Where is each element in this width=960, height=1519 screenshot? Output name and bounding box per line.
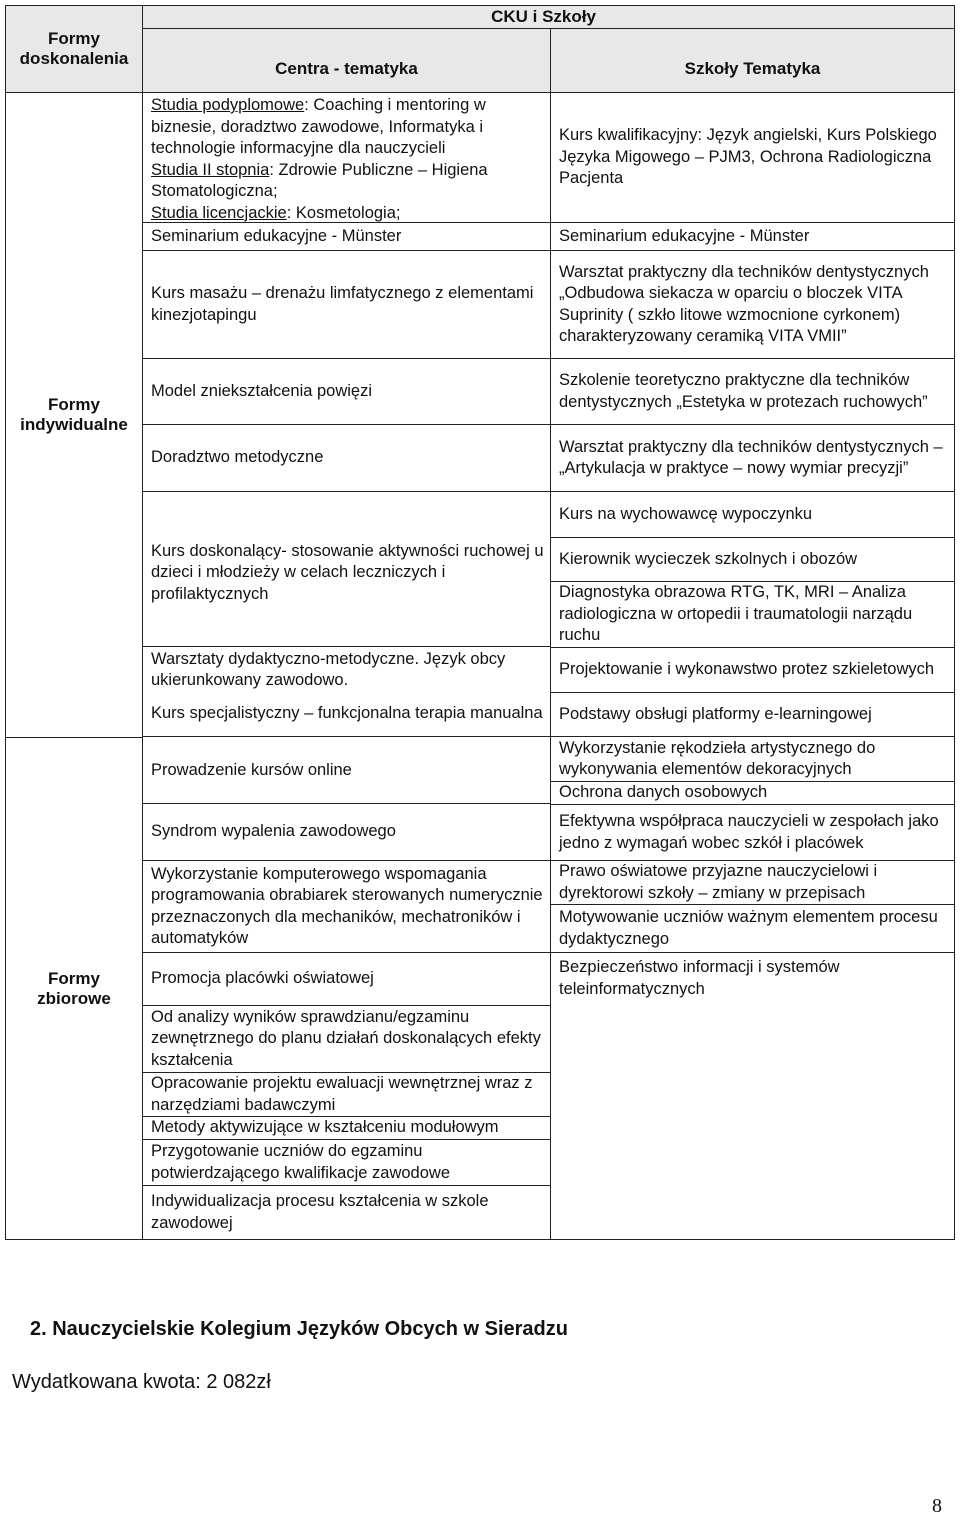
center-cnc-text: Wykorzystanie komputerowego wspomagania programowania obrabiarek sterowanych numerycznie przeznaczonych dla mechaników, mechatroników i automatyków (151, 864, 543, 947)
center-seminar (143, 223, 550, 251)
center-online-courses (143, 738, 550, 804)
center-manual-therapy (143, 692, 550, 737)
center-exam-prep-text: Przygotowanie uczniów do egzaminu potwierdzającego kwalifikacje zawodowe (151, 1142, 450, 1182)
spent-amount: Wydatkowana kwota: 2 082zł (12, 1371, 271, 1393)
center-activity-course (143, 492, 550, 647)
school-handicraft-text: Wykorzystanie rękodzieła artystycznego do wykonywania elementów dekoracyjnych (559, 738, 876, 778)
row-label-group (5, 737, 143, 1240)
center-seminar-text: Seminarium edukacyjne - Münster (151, 226, 402, 245)
school-camp-educator-text: Kurs na wychowawcę wypoczynku (559, 504, 813, 523)
school-seminar-text: Seminarium edukacyjne - Münster (559, 226, 810, 245)
page-number: 8 (932, 1495, 942, 1517)
school-trip-leader (551, 538, 954, 582)
school-dental-workshop-1-text: Warsztat praktyczny dla techników dentystycznych „Odbudowa siekacza w oparciu o bloczek VITA Suprinity ( szkło litowe wzmocnione cyrkonem) charakteryzowany ceramiką VITA VMII” (559, 262, 929, 345)
school-dental-workshop-2-text: Warsztat praktyczny dla techników dentystycznych – „Artykulacja w praktyce – nowy wymiar precyzji” (559, 437, 943, 477)
school-radiology (551, 582, 954, 648)
school-elearning-text: Podstawy obsługi platformy e-learningowej (559, 704, 872, 723)
header-centers-label: Centra - tematyka (275, 58, 418, 78)
center-promotion (143, 953, 550, 1006)
school-data-protection-text: Ochrona danych osobowych (559, 783, 768, 802)
center-burnout (143, 804, 550, 861)
center-activity-course-text: Kurs doskonalący- stosowanie aktywności ruchowej u dzieci i młodzieży w celach leczniczych i profilaktycznych (151, 541, 544, 603)
school-dental-workshop-1 (551, 251, 954, 359)
school-education-law (551, 861, 954, 905)
school-qualification (551, 93, 954, 223)
center-individualization (143, 1186, 550, 1239)
center-evaluation (143, 1073, 550, 1117)
center-massage-text: Kurs masażu – drenażu limfatycznego z elementami kinezjotapingu (151, 284, 534, 324)
school-motivation (551, 905, 954, 953)
header-forms (5, 5, 143, 93)
school-camp-educator (551, 492, 954, 538)
center-studies-postgrad (151, 95, 546, 160)
center-active-methods (143, 1117, 550, 1140)
center-studies-masters (151, 160, 546, 203)
school-data-protection (551, 782, 954, 805)
row-label-group-text: Formy zbiorowe (37, 968, 111, 1008)
postgrad-link-label: Studia podyplomowe (151, 96, 305, 114)
header-forms-label: Formy doskonalenia (19, 29, 129, 68)
school-qualification-text: Kurs kwalifikacyjny: Język angielski, Kurs Polskiego Języka Migowego – PJM3, Ochrona Radiologiczna Pacjenta (559, 126, 937, 188)
school-infosec-text: Bezpieczeństwo informacji i systemów teleinformatycznych (559, 958, 840, 998)
row-label-individual-text: Formy indywidualne (20, 395, 128, 434)
center-online-courses-text: Prowadzenie kursów online (151, 760, 352, 779)
school-dental-training (551, 359, 954, 425)
header-group (142, 5, 955, 29)
header-schools-label: Szkoły Tematyka (684, 58, 821, 78)
bachelor-text: : Kosmetologia; (286, 203, 401, 222)
header-group-label: CKU i Szkoły (491, 7, 596, 26)
center-methodology-text: Doradztwo metodyczne (151, 448, 324, 467)
center-exam-prep (143, 1140, 550, 1186)
school-teamwork-text: Efektywna współpraca nauczycieli w zespołach jako jedno z wymagań wobec szkół i placówek (559, 812, 939, 852)
school-prosthetics-text: Projektowanie i wykonawstwo protez szkieletowych (559, 660, 935, 679)
bachelor-link-label: Studia licencjackie (151, 203, 287, 222)
school-teamwork (551, 805, 954, 861)
school-dental-training-text: Szkolenie teoretyczno praktyczne dla techników dentystycznych „Estetyka w protezach ruchowych” (559, 371, 928, 411)
masters-text: : Zdrowie Publiczne – Higiena Stomatologiczna; (151, 160, 488, 200)
center-manual-therapy-text: Kurs specjalistyczny – funkcjonalna terapia manualna (151, 704, 543, 723)
center-fascia (143, 359, 550, 425)
postgrad-text: : Coaching i mentoring w biznesie, doradztwo zawodowe, Informatyka i technologie informacyjne dla nauczycieli (151, 96, 486, 157)
center-exam-analysis (143, 1006, 550, 1073)
center-methodology (143, 425, 550, 492)
school-handicraft (551, 737, 954, 782)
school-trip-leader-text: Kierownik wycieczek szkolnych i obozów (559, 549, 858, 568)
center-workshops (143, 648, 550, 692)
school-motivation-text: Motywowanie uczniów ważnym elementem procesu dydaktycznego (559, 908, 938, 948)
center-exam-analysis-text: Od analizy wyników sprawdzianu/egzaminu zewnętrznego do planu działań doskonalących efekty kształcenia (151, 1007, 541, 1069)
school-elearning (551, 693, 954, 737)
center-individualization-text: Indywidualizacja procesu kształcenia w szkole zawodowej (151, 1192, 489, 1232)
center-burnout-text: Syndrom wypalenia zawodowego (151, 822, 396, 841)
masters-link-label: Studia II stopnia (151, 160, 270, 179)
school-education-law-text: Prawo oświatowe przyjazne nauczycielowi i dyrektorowi szkoły – zmiany w przepisach (559, 862, 878, 902)
section-heading: 2. Nauczycielskie Kolegium Języków Obcych w Sieradzu (30, 1318, 568, 1340)
center-active-methods-text: Metody aktywizujące w kształceniu modułowym (151, 1118, 499, 1137)
center-evaluation-text: Opracowanie projektu ewaluacji wewnętrznej wraz z narzędziami badawczymi (151, 1074, 533, 1114)
row-label-individual (5, 92, 143, 738)
school-dental-workshop-2 (551, 425, 954, 492)
header-schools (550, 28, 955, 93)
center-studies-bachelor (151, 203, 546, 225)
header-centers (142, 28, 551, 93)
center-massage (143, 251, 550, 359)
center-studies (143, 93, 550, 223)
school-radiology-text: Diagnostyka obrazowa RTG, TK, MRI – Analiza radiologiczna w ortopedii i traumatologii narządu ruchu (559, 583, 913, 645)
center-workshops-text: Warsztaty dydaktyczno-metodyczne. Język obcy ukierunkowany zawodowo. (151, 649, 506, 689)
center-cnc (143, 861, 550, 953)
school-seminar (551, 223, 954, 251)
center-promotion-text: Promocja placówki oświatowej (151, 969, 374, 988)
school-infosec (551, 953, 954, 1239)
center-fascia-text: Model zniekształcenia powięzi (151, 381, 373, 400)
school-prosthetics (551, 648, 954, 693)
